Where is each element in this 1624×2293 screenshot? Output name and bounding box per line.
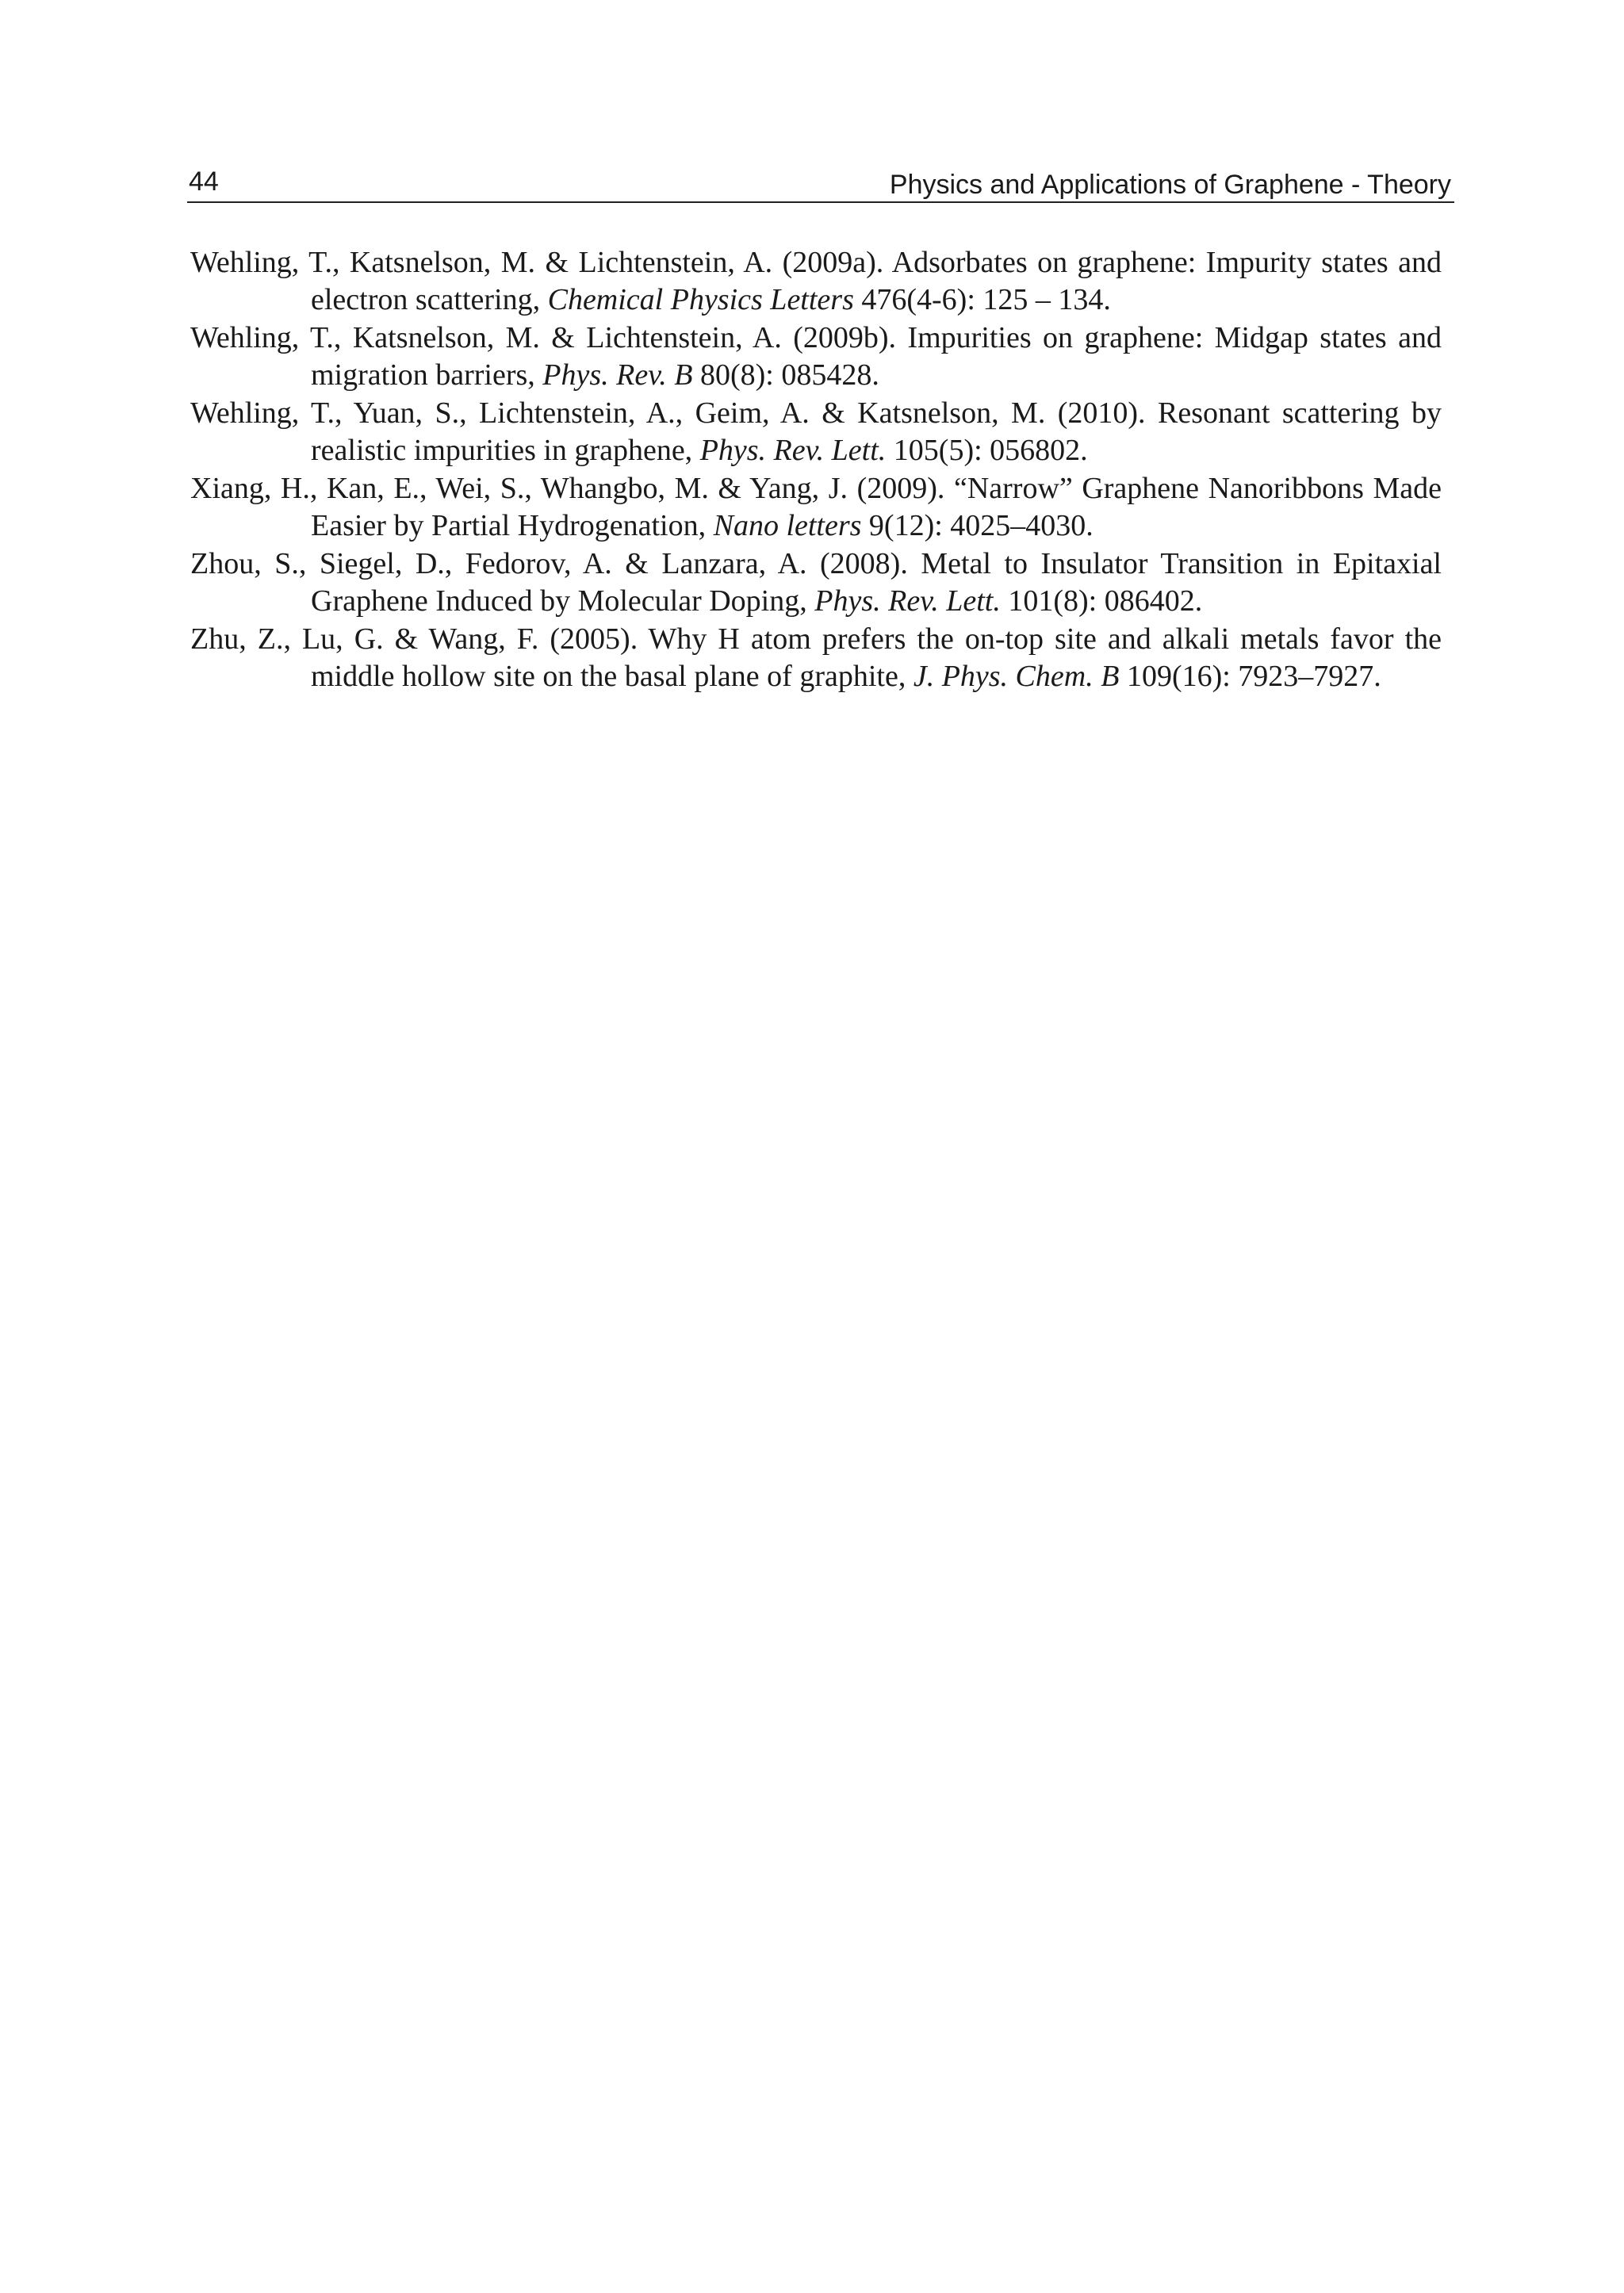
page-header <box>187 163 1454 203</box>
reference-text: Wehling, T., Katsnelson, M. & Lichtenstein, A. (2009b). Impurities on graphene: Midgap states and migration barriers, <box>190 321 1442 392</box>
reference-entry <box>190 621 1442 695</box>
reference-entry <box>190 470 1442 545</box>
reference-text: Zhu, Z., Lu, G. & Wang, F. (2005). Why H atom prefers the on-top site and alkali metals favor the middle hollow site on the basal plane of graphite, <box>190 622 1442 693</box>
journal-name: Phys. Rev. B <box>542 358 693 392</box>
reference-entry <box>190 395 1442 469</box>
reference-citation: 105(5): 056802. <box>886 434 1088 467</box>
reference-citation: 476(4-6): 125 – 134. <box>853 283 1111 316</box>
reference-text: Wehling, T., Katsnelson, M. & Lichtenstein, A. (2009a). Adsorbates on graphene: Impurity states and electron scattering, <box>190 246 1442 316</box>
reference-entry <box>190 320 1442 394</box>
reference-citation: 109(16): 7923–7927. <box>1119 660 1381 693</box>
journal-name: Phys. Rev. Lett. <box>814 584 1001 618</box>
journal-name: Chemical Physics Letters <box>547 283 854 316</box>
reference-text: Wehling, T., Yuan, S., Lichtenstein, A., Geim, A. & Katsnelson, M. (2010). Resonant scattering by realistic impurities in graphene, <box>190 396 1442 467</box>
running-title: Physics and Applications of Graphene - Theory <box>889 170 1451 200</box>
reference-text: Zhou, S., Siegel, D., Fedorov, A. & Lanzara, A. (2008). Metal to Insulator Transition in Epitaxial Graphene Induced by Molecular Doping, <box>190 547 1442 618</box>
reference-citation: 9(12): 4025–4030. <box>861 509 1094 542</box>
journal-name: J. Phys. Chem. B <box>913 660 1120 693</box>
reference-citation: 80(8): 085428. <box>692 358 879 392</box>
page-number: 44 <box>189 167 219 197</box>
reference-citation: 101(8): 086402. <box>1000 584 1203 618</box>
reference-text: Xiang, H., Kan, E., Wei, S., Whangbo, M. & Yang, J. (2009). “Narrow” Graphene Nanoribbons Made Easier by Partial Hydrogenation, <box>190 472 1442 542</box>
reference-list <box>190 244 1442 696</box>
journal-name: Phys. Rev. Lett. <box>699 434 887 467</box>
reference-entry <box>190 545 1442 620</box>
journal-name: Nano letters <box>713 509 862 542</box>
reference-entry <box>190 244 1442 319</box>
